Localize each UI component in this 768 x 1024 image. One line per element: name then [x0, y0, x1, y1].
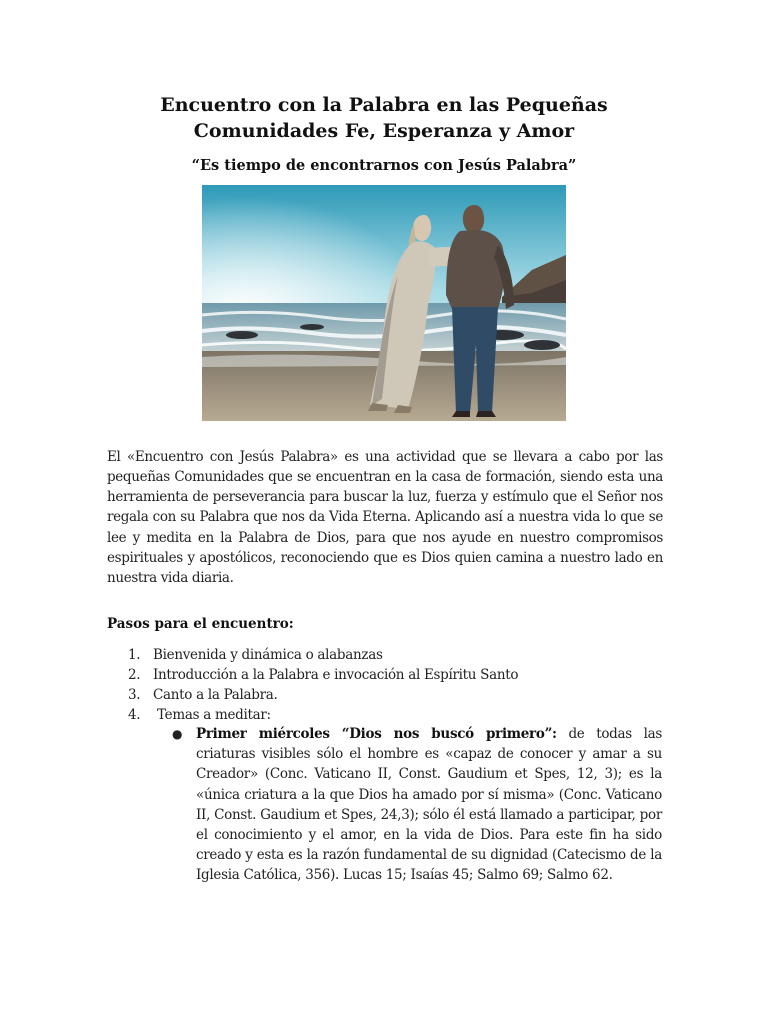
document-subtitle: “Es tiempo de encontrarnos con Jesús Palabra” — [191, 157, 577, 174]
steps-list — [107, 645, 663, 725]
step-item — [107, 705, 663, 725]
intro-paragraph: El «Encuentro con Jesús Palabra» es una actividad que se llevara a cabo por las pequeñas Comunidades que se encuentran en la casa de formación, siendo esta una herramienta de perseverancia para buscar la luz, fuerza y estímulo que el Señor nos regala con su Palabra que nos da Vida Eterna. Aplicando así a nuestra vida lo que se lee y medita en la Palabra de Dios, para que nos ayude en nuestro compromisos espirituales y apostólicos, reconociendo que es Dios quien camina a nuestro lado en nuestra vida diaria. — [107, 448, 663, 587]
step-item — [107, 665, 663, 685]
bullet-body: de todas las criaturas visibles sólo el hombre es «capaz de conocer y amar a su Creador» (Conc. Vaticano II, Const. Gaudium et Spes, 12, 3); es la «única criatura a la que Dios ha amado por sí misma» (Conc. Vaticano II, Const. Gaudium et Spes, 24,3); sólo él está llamado a participar, por el conocimiento y el amor, en la vida de Dios. Para este fin ha sido creado y esta es la razón fundamental de su dignidad (Catecismo de la Iglesia Católica, 356). Lucas 15; Isaías 45; Salmo 69; Salmo 62. — [196, 726, 663, 884]
step-number: 4. — [128, 707, 141, 723]
step-text: Canto a la Palabra. — [153, 687, 278, 703]
title-line-1: Encuentro con la Palabra en las Pequeñas — [160, 94, 608, 116]
step-text: Bienvenida y dinámica o alabanzas — [153, 647, 383, 663]
bullet-icon: ● — [172, 727, 183, 741]
step-item — [107, 645, 663, 665]
title-line-2: Comunidades Fe, Esperanza y Amor — [193, 120, 575, 142]
beach-walk-photo — [202, 185, 566, 421]
step-number: 1. — [128, 647, 141, 663]
bullet-lead: Primer miércoles “Dios nos buscó primero”: — [196, 726, 557, 742]
bullet-item-first-wednesday — [172, 724, 663, 886]
step-number: 3. — [128, 687, 141, 703]
bullet-paragraph — [196, 724, 662, 886]
step-text: Introducción a la Palabra e invocación al Espíritu Santo — [153, 667, 519, 683]
steps-heading: Pasos para el encuentro: — [107, 616, 294, 632]
step-item — [107, 685, 663, 705]
step-text: Temas a meditar: — [153, 707, 271, 723]
step-number: 2. — [128, 667, 141, 683]
document-title — [0, 92, 768, 144]
